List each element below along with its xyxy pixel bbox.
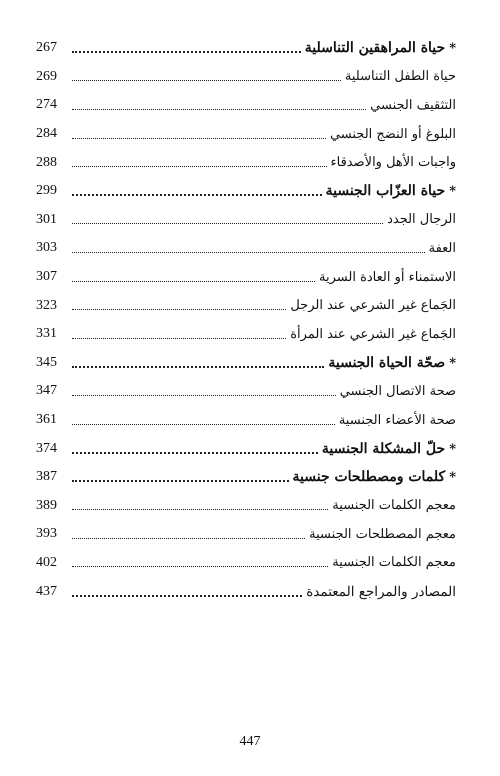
toc-entry	[36, 263, 456, 292]
toc-entry-title	[326, 183, 456, 199]
toc-entry-title	[322, 441, 456, 457]
toc-entry	[36, 406, 456, 435]
toc-entry-text: كلمات ومصطلحات جنسية	[292, 469, 446, 486]
toc-page-number: 347	[36, 383, 57, 399]
toc-page-number: 387	[36, 469, 57, 485]
toc-entry	[36, 320, 456, 349]
toc-entry-text: حياة الطفل التناسلية	[344, 69, 456, 85]
page-number: 447	[239, 734, 261, 749]
dot-leader	[72, 442, 318, 454]
toc-entry-title	[290, 298, 456, 313]
toc-entry	[36, 492, 456, 521]
toc-page-number: 402	[36, 554, 57, 570]
toc-page-number: 437	[36, 583, 57, 599]
toc-entry-title	[387, 212, 456, 227]
toc-page-number: 393	[36, 526, 57, 542]
toc-page-number: 307	[36, 269, 57, 285]
toc-entry-text: المصادر والمراجع المعتمدة	[306, 583, 456, 600]
toc-entry-title	[305, 40, 456, 56]
toc-entry-title	[345, 69, 456, 84]
toc-entry-title	[331, 155, 457, 170]
toc-entry	[36, 234, 456, 263]
toc-entry-title	[328, 355, 456, 371]
toc-entry-title	[332, 498, 456, 513]
toc-entry	[36, 463, 456, 492]
toc-entry-title	[429, 241, 456, 256]
toc-page-number: 288	[36, 154, 57, 170]
dot-leader	[72, 271, 315, 282]
dot-leader	[72, 242, 425, 253]
toc-entry	[36, 148, 456, 177]
toc-entry	[36, 577, 456, 606]
toc-entry	[36, 206, 456, 235]
dot-leader	[72, 585, 302, 597]
toc-entry	[36, 291, 456, 320]
toc-entry	[36, 177, 456, 206]
dot-leader	[72, 299, 286, 310]
toc-entry-title	[319, 270, 456, 285]
dot-leader	[72, 385, 336, 396]
toc-entry-text: البلوغ أو النضج الجنسي	[329, 126, 456, 142]
toc-page-number: 301	[36, 211, 57, 227]
dot-leader	[72, 328, 286, 339]
toc-entry-title	[332, 555, 456, 570]
dot-leader	[72, 528, 305, 539]
dot-leader	[72, 414, 335, 425]
toc-entry-text: حلّ المشكلة الجنسية	[321, 440, 446, 457]
toc-entry-title	[290, 327, 456, 342]
toc-entry-title	[293, 469, 457, 485]
toc-entry-title	[306, 584, 456, 600]
dot-leader	[72, 184, 322, 196]
asterisk-marker: *	[449, 41, 456, 57]
dot-leader	[72, 70, 341, 81]
toc-page-number: 361	[36, 412, 57, 428]
asterisk-marker: *	[449, 470, 456, 486]
toc-page-number: 274	[36, 97, 57, 113]
dot-leader	[72, 156, 327, 167]
toc-entry	[36, 520, 456, 549]
toc-entry-text: حياة المراهقين التناسلية	[304, 40, 446, 57]
dot-leader	[72, 213, 383, 224]
toc-page-number: 303	[36, 240, 57, 256]
toc-entry-text: صحة الأعضاء الجنسية	[338, 412, 456, 428]
dot-leader	[72, 41, 301, 53]
toc-entry	[36, 549, 456, 578]
dot-leader	[72, 99, 366, 110]
dot-leader	[72, 128, 326, 139]
toc-page-number: 323	[36, 297, 57, 313]
toc-entry	[36, 434, 456, 463]
toc-entry-text: الجَماع غير الشرعي عند المرأة	[290, 326, 456, 342]
toc-entry-text: الجَماع غير الشرعي عند الرجل	[290, 298, 456, 314]
toc-entry	[36, 34, 456, 63]
toc-entry-text: الرجال الجدد	[387, 212, 456, 228]
toc-page-number: 374	[36, 440, 57, 456]
toc-entry-title	[330, 127, 456, 142]
toc-entry-text: حياة العزّاب الجنسية	[325, 183, 446, 200]
toc-entry-text: صحّة الحياة الجنسية	[328, 354, 446, 371]
table-of-contents	[36, 34, 456, 606]
toc-entry-text: التثقيف الجنسي	[370, 97, 456, 113]
toc-entry-title	[309, 527, 456, 542]
toc-entry-text: العفة	[428, 240, 456, 256]
toc-entry-title	[340, 384, 456, 399]
dot-leader	[72, 356, 324, 368]
toc-entry-text: صحة الاتصال الجنسي	[339, 383, 456, 399]
toc-entry-title	[339, 413, 456, 428]
toc-entry	[36, 349, 456, 378]
toc-page-number: 284	[36, 126, 57, 142]
toc-page-number: 267	[36, 40, 57, 56]
toc-entry-title	[370, 98, 456, 113]
toc-page-number: 269	[36, 68, 57, 84]
dot-leader	[72, 556, 328, 567]
toc-entry	[36, 91, 456, 120]
asterisk-marker: *	[449, 184, 456, 200]
toc-entry	[36, 120, 456, 149]
toc-entry-text: معجم الكلمات الجنسية	[332, 498, 456, 514]
dot-leader	[72, 499, 328, 510]
toc-entry-text: الاستمناء أو العادة السرية	[319, 269, 456, 285]
toc-page-number: 345	[36, 354, 57, 370]
asterisk-marker: *	[449, 441, 456, 457]
toc-page-number: 389	[36, 497, 57, 513]
toc-entry	[36, 377, 456, 406]
toc-entry-text: معجم المصطلحات الجنسية	[309, 526, 456, 542]
toc-entry-text: واجبات الأهل والأصدقاء	[330, 155, 456, 171]
toc-page-number: 299	[36, 183, 57, 199]
asterisk-marker: *	[449, 355, 456, 371]
toc-entry-text: معجم الكلمات الجنسية	[332, 555, 456, 571]
toc-entry	[36, 63, 456, 92]
dot-leader	[72, 470, 289, 482]
toc-page-number: 331	[36, 326, 57, 342]
